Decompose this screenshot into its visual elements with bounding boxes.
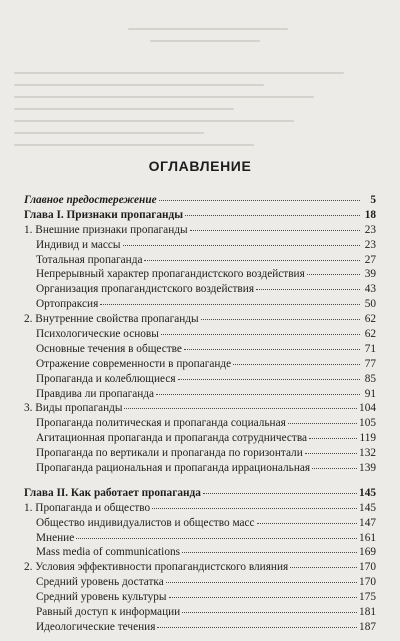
toc-entry-title: 1. Пропаганда и общество bbox=[24, 501, 151, 514]
dot-leader bbox=[152, 507, 357, 509]
toc-entry-page: 62 bbox=[364, 328, 376, 341]
dot-leader bbox=[190, 229, 360, 231]
toc-entry-title: Общество индивидуалистов и общество масс bbox=[36, 516, 255, 529]
toc-entry-page: 170 bbox=[359, 561, 376, 574]
toc-list bbox=[24, 193, 376, 635]
toc-entry-subsection[interactable] bbox=[24, 342, 376, 357]
toc-entry-section[interactable] bbox=[24, 501, 376, 516]
toc-entry-title: Глава II. Как работает пропаганда bbox=[24, 486, 201, 499]
dot-leader bbox=[201, 318, 360, 320]
toc-entry-title: 2. Внутренние свойства пропаганды bbox=[24, 313, 199, 326]
dot-leader bbox=[203, 492, 357, 494]
toc-entry-title: Мнение bbox=[36, 531, 75, 544]
toc-entry-subsection[interactable] bbox=[24, 267, 376, 282]
toc-entry-title: 1. Внешние признаки пропаганды bbox=[24, 223, 188, 236]
toc-entry-title: Организация пропагандистского воздействия bbox=[36, 283, 255, 296]
toc-entry-page: 23 bbox=[364, 223, 376, 236]
dot-leader bbox=[307, 273, 360, 275]
toc-entry-subsection[interactable] bbox=[24, 282, 376, 297]
toc-entry-title: Основные течения в обществе bbox=[36, 342, 182, 355]
toc-entry-title: Идеологические течения bbox=[36, 620, 156, 633]
dot-leader bbox=[166, 581, 357, 583]
toc-entry-section[interactable] bbox=[24, 312, 376, 327]
toc-entry-title: Агитационная пропаганда и пропаганда сотрудничества bbox=[36, 432, 308, 445]
dot-leader bbox=[312, 467, 357, 469]
table-of-contents-page bbox=[24, 158, 376, 635]
toc-entry-page: 85 bbox=[364, 372, 376, 385]
toc-entry-title: Глава I. Признаки пропаганды bbox=[24, 208, 184, 221]
toc-entry-section[interactable] bbox=[24, 401, 376, 416]
dot-leader bbox=[233, 363, 360, 365]
toc-entry-subsection[interactable] bbox=[24, 372, 376, 387]
toc-entry-subsection[interactable] bbox=[24, 590, 376, 605]
toc-entry-chapter-1[interactable] bbox=[24, 208, 376, 223]
toc-entry-page: 5 bbox=[370, 194, 376, 206]
toc-entry-chapter-2[interactable] bbox=[24, 486, 376, 501]
toc-entry-subsection[interactable] bbox=[24, 605, 376, 620]
dot-leader bbox=[256, 288, 360, 290]
toc-entry-page: 181 bbox=[359, 606, 376, 619]
toc-entry-page: 104 bbox=[359, 402, 376, 415]
toc-entry-page: 170 bbox=[359, 576, 376, 589]
dot-leader bbox=[169, 596, 358, 598]
dot-leader bbox=[144, 259, 360, 261]
toc-entry-page: 187 bbox=[359, 620, 376, 633]
dot-leader bbox=[184, 348, 360, 350]
toc-entry-subsection[interactable] bbox=[24, 416, 376, 431]
toc-entry-title: Индивид и массы bbox=[36, 238, 121, 251]
toc-entry-page: 145 bbox=[359, 501, 376, 514]
toc-entry-page: 139 bbox=[359, 462, 376, 475]
toc-heading: ОГЛАВЛЕНИЕ bbox=[148, 158, 252, 174]
dot-leader bbox=[185, 214, 360, 216]
toc-entry-title: Тотальная пропаганда bbox=[36, 253, 143, 266]
toc-entry-page: 119 bbox=[359, 432, 376, 445]
toc-entry-subsection[interactable] bbox=[24, 297, 376, 312]
toc-entry-title: Отражение современности в пропаганде bbox=[36, 357, 232, 370]
toc-entry-warning[interactable] bbox=[24, 193, 376, 208]
toc-entry-title: Средний уровень достатка bbox=[36, 576, 164, 589]
dot-leader bbox=[309, 437, 357, 439]
toc-entry-title: Психологические основы bbox=[36, 328, 159, 341]
toc-entry-subsection[interactable] bbox=[24, 516, 376, 531]
show-through-text bbox=[0, 0, 400, 150]
toc-entry-subsection[interactable] bbox=[24, 461, 376, 476]
toc-entry-subsection[interactable] bbox=[24, 446, 376, 461]
toc-entry-page: 105 bbox=[359, 417, 376, 430]
dot-leader bbox=[257, 522, 357, 524]
dot-leader bbox=[182, 551, 357, 553]
toc-entry-page: 175 bbox=[359, 591, 376, 604]
toc-entry-subsection[interactable] bbox=[24, 238, 376, 253]
toc-entry-page: 50 bbox=[364, 298, 376, 311]
dot-leader bbox=[157, 626, 357, 628]
toc-entry-page: 18 bbox=[364, 208, 376, 221]
toc-entry-section[interactable] bbox=[24, 223, 376, 238]
toc-entry-title: Непрерывный характер пропагандистского воздействия bbox=[36, 268, 305, 281]
toc-entry-title: 3. Виды пропаганды bbox=[24, 402, 123, 415]
dot-leader bbox=[182, 611, 357, 613]
toc-entry-subsection[interactable] bbox=[24, 327, 376, 342]
dot-leader bbox=[305, 452, 357, 454]
toc-entry-title: Пропаганда и колеблющиеся bbox=[36, 372, 176, 385]
toc-entry-title: Средний уровень культуры bbox=[36, 591, 167, 604]
toc-entry-page: 77 bbox=[364, 357, 376, 370]
toc-entry-title: Правдива ли пропаганда bbox=[36, 387, 155, 400]
toc-entry-title: Пропаганда рациональная и пропаганда иррациональная bbox=[36, 462, 311, 475]
dot-leader bbox=[288, 422, 357, 424]
dot-leader bbox=[100, 303, 360, 305]
dot-leader bbox=[178, 378, 360, 380]
dot-leader bbox=[124, 407, 357, 409]
toc-entry-page: 91 bbox=[364, 387, 376, 400]
toc-entry-page: 23 bbox=[364, 238, 376, 251]
toc-entry-title: Пропаганда по вертикали и пропаганда по горизонтали bbox=[36, 447, 303, 460]
toc-entry-subsection[interactable] bbox=[24, 387, 376, 402]
dot-leader bbox=[156, 393, 360, 395]
toc-entry-page: 161 bbox=[359, 531, 376, 544]
toc-entry-subsection[interactable] bbox=[24, 545, 376, 560]
toc-entry-page: 145 bbox=[359, 486, 376, 499]
toc-entry-page: 71 bbox=[364, 342, 376, 355]
toc-entry-title: Mass media of communications bbox=[36, 546, 181, 559]
toc-entry-title: 2. Условия эффективности пропагандистского влияния bbox=[24, 561, 289, 574]
toc-entry-page: 27 bbox=[364, 253, 376, 266]
toc-entry-section[interactable] bbox=[24, 560, 376, 575]
toc-entry-title: Равный доступ к информации bbox=[36, 606, 181, 619]
toc-entry-subsection[interactable] bbox=[24, 431, 376, 446]
toc-entry-subsection[interactable] bbox=[24, 531, 376, 546]
toc-entry-title: Пропаганда политическая и пропаганда социальная bbox=[36, 417, 286, 430]
chapter-spacer bbox=[24, 476, 376, 486]
toc-entry-page: 62 bbox=[364, 313, 376, 326]
toc-entry-subsection[interactable] bbox=[24, 620, 376, 635]
toc-entry-subsection[interactable] bbox=[24, 575, 376, 590]
dot-leader bbox=[76, 537, 357, 539]
toc-entry-subsection[interactable] bbox=[24, 253, 376, 268]
toc-entry-page: 43 bbox=[364, 283, 376, 296]
toc-entry-page: 39 bbox=[364, 268, 376, 281]
dot-leader bbox=[161, 333, 360, 335]
toc-entry-title: Ортопраксия bbox=[36, 298, 99, 311]
dot-leader bbox=[159, 199, 360, 201]
toc-entry-subsection[interactable] bbox=[24, 357, 376, 372]
toc-entry-page: 147 bbox=[359, 516, 376, 529]
dot-leader bbox=[123, 244, 360, 246]
toc-entry-page: 169 bbox=[359, 546, 376, 559]
toc-entry-page: 132 bbox=[359, 447, 376, 460]
dot-leader bbox=[290, 566, 357, 568]
toc-entry-title: Главное предостережение bbox=[24, 194, 157, 206]
